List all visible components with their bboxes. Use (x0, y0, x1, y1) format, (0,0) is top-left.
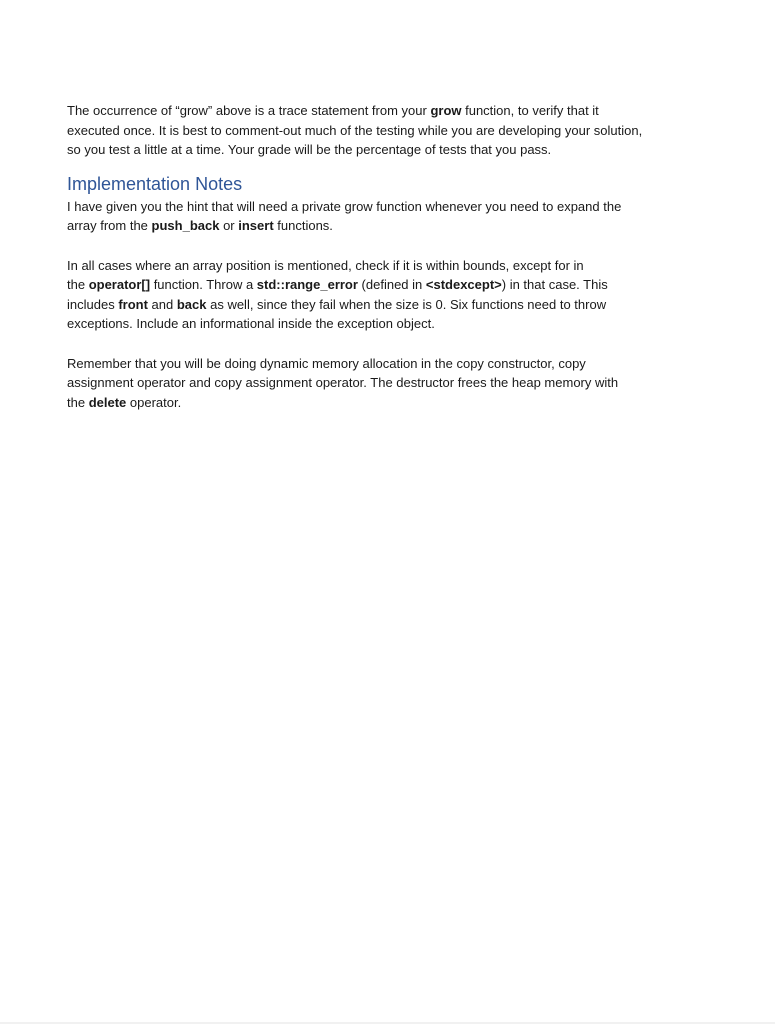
text-line: Remember that you will be doing dynamic memory allocation in the copy constructor, copy (67, 355, 586, 371)
section-heading: Implementation Notes (67, 173, 243, 194)
text-line: the delete operator. (67, 394, 182, 410)
text-line: so you test a little at a time. Your grade will be the percentage of tests that you pass. (67, 142, 552, 157)
memory-paragraph (67, 354, 717, 413)
text-line: exceptions. Include an informational inside the exception object. (67, 316, 435, 331)
text-line: The occurrence of “grow” above is a trace statement from your grow function, to verify that it (67, 103, 599, 118)
text-line: array from the push_back or insert functions. (67, 218, 333, 233)
text-line: In all cases where an array position is mentioned, check if it is within bounds, except for in (67, 257, 584, 273)
hint-paragraph (67, 197, 717, 236)
text-line: includes front and back as well, since they fail when the size is 0. Six functions need to throw (67, 296, 607, 312)
bounds-paragraph (67, 256, 717, 334)
text-line: the operator[] function. Throw a std::range_error (defined in <stdexcept>) in that case. This (67, 277, 608, 292)
document-body (67, 101, 717, 412)
text-line: assignment operator and copy assignment operator. The destructor frees the heap memory with (67, 375, 619, 390)
intro-paragraph (67, 101, 717, 160)
text-line: executed once. It is best to comment-out much of the testing while you are developing your solution, (67, 122, 643, 138)
text-line: I have given you the hint that will need a private grow function whenever you need to expand the (67, 198, 622, 214)
